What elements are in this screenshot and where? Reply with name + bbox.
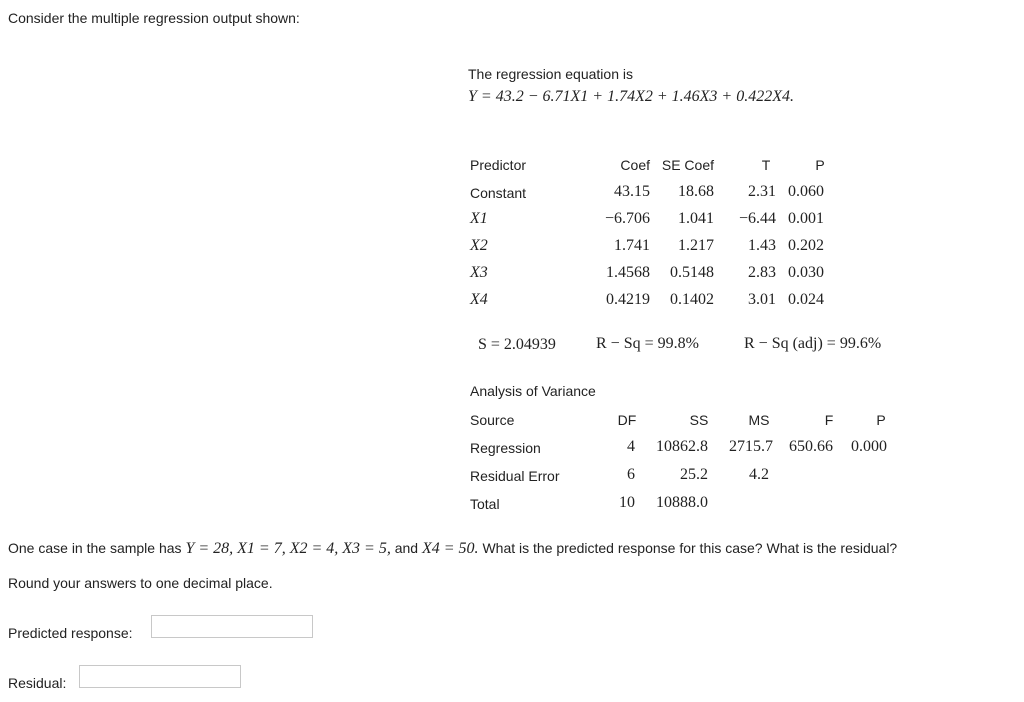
equation-label: The regression equation is (468, 66, 633, 82)
header-p: P (876, 412, 886, 428)
stat-r-sq: R − Sq = 99.8% (596, 335, 699, 352)
predictor-x1: X1 (470, 210, 488, 227)
predictor-x4: X4 (470, 291, 488, 308)
coef-value: 1.741 (614, 237, 650, 254)
case-x4: X4 = 50. (421, 540, 479, 557)
intro-text: Consider the multiple regression output shown: (8, 10, 300, 26)
se-coef-value: 1.041 (678, 210, 714, 227)
t-value: −6.44 (738, 210, 776, 227)
coef-value: −6.706 (604, 210, 650, 227)
se-coef-value: 0.1402 (670, 291, 714, 308)
question-text (8, 540, 897, 558)
residual-input[interactable] (79, 665, 241, 688)
p-value: 0.060 (788, 183, 824, 200)
source-total: Total (470, 496, 500, 512)
ms-value: 4.2 (749, 466, 769, 483)
se-coef-value: 0.5148 (670, 264, 714, 281)
coef-value: 43.15 (614, 183, 650, 200)
header-df: DF (617, 412, 637, 428)
df-value: 6 (627, 466, 635, 483)
ss-value: 25.2 (680, 466, 708, 483)
coef-value: 0.4219 (606, 291, 650, 308)
p-value: 0.030 (788, 264, 824, 281)
question-suffix: What is the predicted response for this case? What is the residual? (478, 540, 898, 556)
se-coef-value: 1.217 (678, 237, 714, 254)
coef-value: 1.4568 (606, 264, 650, 281)
p-value: 0.001 (788, 210, 824, 227)
header-coef: Coef (620, 157, 650, 173)
header-ss: SS (689, 412, 709, 428)
header-se-coef: SE Coef (661, 157, 714, 173)
stat-r-sq-adj: R − Sq (adj) = 99.6% (744, 335, 882, 352)
ss-value: 10888.0 (656, 494, 708, 511)
anova-title: Analysis of Variance (470, 383, 596, 399)
case-values: Y = 28, X1 = 7, X2 = 4, X3 = 5, (185, 540, 391, 557)
predictor-x2: X2 (470, 237, 488, 254)
t-value: 1.43 (748, 237, 776, 254)
stat-s: S = 2.04939 (478, 336, 556, 353)
p-value: 0.024 (788, 291, 824, 308)
t-value: 2.31 (748, 183, 776, 200)
ms-value: 2715.7 (729, 438, 773, 455)
t-value: 3.01 (748, 291, 776, 308)
ss-value: 10862.8 (656, 438, 708, 455)
header-p: P (815, 157, 825, 173)
header-f: F (824, 412, 834, 428)
predicted-response-input[interactable] (151, 615, 313, 638)
predictor-constant: Constant (470, 185, 527, 201)
header-source: Source (470, 412, 515, 428)
question-and: and (390, 540, 422, 556)
predicted-response-label: Predicted response: (8, 625, 133, 641)
regression-equation: Y = 43.2 − 6.71X1 + 1.74X2 + 1.46X3 + 0.422X4. (468, 88, 794, 105)
df-value: 4 (627, 438, 635, 455)
p-value: 0.000 (851, 438, 887, 455)
header-ms: MS (748, 412, 770, 428)
f-value: 650.66 (789, 438, 833, 455)
source-residual-error: Residual Error (470, 468, 560, 484)
p-value: 0.202 (788, 237, 824, 254)
header-t: T (761, 157, 771, 173)
se-coef-value: 18.68 (678, 183, 714, 200)
residual-label: Residual: (8, 675, 67, 691)
df-value: 10 (619, 494, 635, 511)
predictor-x3: X3 (470, 264, 488, 281)
question-prefix: One case in the sample has (8, 540, 186, 556)
source-regression: Regression (470, 440, 541, 456)
header-predictor: Predictor (470, 157, 527, 173)
instruction-text: Round your answers to one decimal place. (8, 575, 273, 591)
t-value: 2.83 (748, 264, 776, 281)
